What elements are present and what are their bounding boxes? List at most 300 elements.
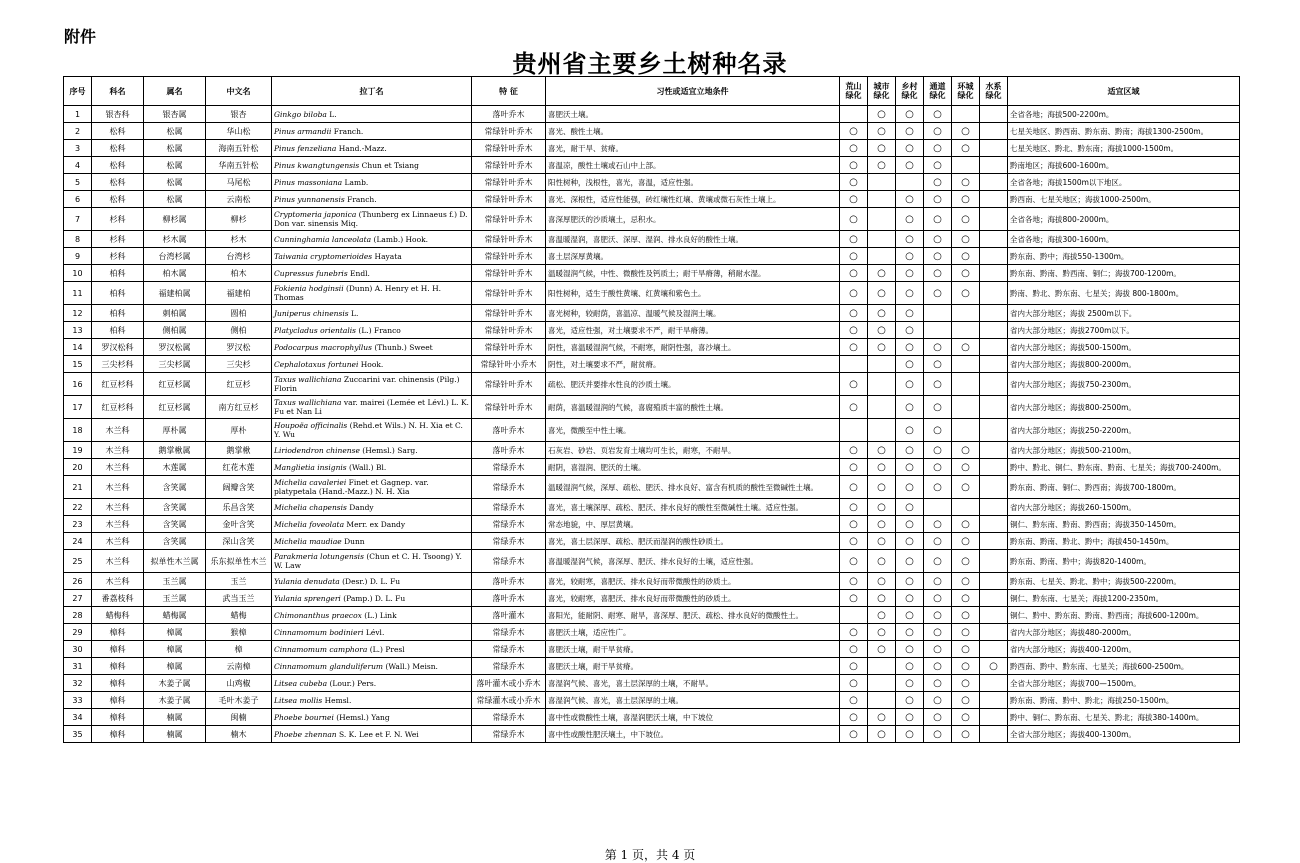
greening-mark-cell (924, 305, 952, 322)
cell-latin-name (272, 322, 472, 339)
table-row (64, 573, 1240, 590)
greening-mark-cell: ○ (924, 373, 952, 396)
greening-mark-cell: ○ (868, 550, 896, 573)
latin-species: Ginkgo biloba (274, 109, 327, 119)
greening-mark-cell (868, 658, 896, 675)
table-row (64, 641, 1240, 658)
header-family: 科名 (92, 77, 144, 106)
table-row (64, 709, 1240, 726)
greening-mark-cell: ○ (924, 442, 952, 459)
table-row (64, 174, 1240, 191)
greening-mark-cell: ○ (896, 322, 924, 339)
table-row (64, 476, 1240, 499)
cell-feature: 常绿针叶乔木 (472, 157, 546, 174)
cell-chinese-name: 红豆杉 (206, 373, 272, 396)
table-row (64, 459, 1240, 476)
greening-mark-cell (980, 476, 1008, 499)
cell-family: 木兰科 (92, 476, 144, 499)
cell-chinese-name: 乐昌含笑 (206, 499, 272, 516)
cell-latin-name (272, 419, 472, 442)
header-water-greening: 水系绿化 (980, 77, 1008, 106)
cell-family: 红豆杉科 (92, 396, 144, 419)
header-city-greening: 城市绿化 (868, 77, 896, 106)
greening-mark-cell: ○ (952, 476, 980, 499)
greening-mark-cell: ○ (924, 709, 952, 726)
cell-no: 31 (64, 658, 92, 675)
cell-region: 省内大部分地区；海拔750-2300m。 (1008, 373, 1240, 396)
cell-genus: 刺柏属 (144, 305, 206, 322)
latin-authority: (Wall.) Meisn. (383, 661, 438, 671)
cell-feature: 落叶乔木 (472, 573, 546, 590)
greening-mark-cell: ○ (896, 140, 924, 157)
cell-feature: 常绿针叶乔木 (472, 265, 546, 282)
cell-latin-name (272, 356, 472, 373)
cell-chinese-name: 毛叶木姜子 (206, 692, 272, 709)
cell-chinese-name: 福建柏 (206, 282, 272, 305)
greening-mark-cell: ○ (952, 174, 980, 191)
latin-species: Juniperus chinensis (274, 308, 349, 318)
greening-mark-cell (924, 499, 952, 516)
greening-mark-cell (980, 675, 1008, 692)
cell-feature: 常绿乔木 (472, 709, 546, 726)
greening-mark-cell: ○ (924, 607, 952, 624)
cell-genus: 松属 (144, 140, 206, 157)
greening-mark-cell (868, 373, 896, 396)
greening-mark-cell: ○ (840, 459, 868, 476)
cell-chinese-name: 武当玉兰 (206, 590, 272, 607)
greening-mark-cell (952, 419, 980, 442)
cell-genus: 含笑属 (144, 476, 206, 499)
cell-habit: 喜中性或微酸性土壤，喜湿润肥沃土壤，中下坡位 (546, 709, 840, 726)
cell-region: 全省大部分地区；海拔400-1300m。 (1008, 726, 1240, 743)
greening-mark-cell: ○ (924, 106, 952, 123)
cell-genus: 厚朴属 (144, 419, 206, 442)
table-row (64, 726, 1240, 743)
greening-mark-cell: ○ (840, 282, 868, 305)
latin-authority: (Dunn) A. Henry et H. H. Thomas (274, 284, 442, 302)
cell-genus: 松属 (144, 157, 206, 174)
greening-mark-cell (980, 550, 1008, 573)
cell-no: 8 (64, 231, 92, 248)
cell-habit: 喜湿润气候、喜光，喜土层深厚的土壤。 (546, 692, 840, 709)
greening-mark-cell: ○ (840, 709, 868, 726)
cell-region: 黔东南、黔南、黔北、黔中；海拔450-1450m。 (1008, 533, 1240, 550)
cell-region: 黔东南、黔南、黔西南、铜仁；海拔700-1200m。 (1008, 265, 1240, 282)
greening-mark-cell: ○ (952, 140, 980, 157)
cell-chinese-name: 厚朴 (206, 419, 272, 442)
cell-chinese-name: 闽楠 (206, 709, 272, 726)
greening-mark-cell: ○ (840, 675, 868, 692)
table-row (64, 106, 1240, 123)
cell-family: 樟科 (92, 692, 144, 709)
cell-chinese-name: 马尾松 (206, 174, 272, 191)
greening-mark-cell: ○ (952, 533, 980, 550)
cell-no: 21 (64, 476, 92, 499)
greening-mark-cell: ○ (952, 442, 980, 459)
cell-genus: 杉木属 (144, 231, 206, 248)
greening-mark-cell: ○ (896, 231, 924, 248)
greening-mark-cell (868, 675, 896, 692)
cell-feature: 常绿乔木 (472, 476, 546, 499)
latin-authority: Hayata (372, 251, 402, 261)
greening-mark-cell: ○ (980, 658, 1008, 675)
cell-feature: 常绿乔木 (472, 658, 546, 675)
greening-mark-cell (980, 265, 1008, 282)
greening-mark-cell: ○ (924, 208, 952, 231)
cell-latin-name (272, 231, 472, 248)
greening-mark-cell: ○ (952, 573, 980, 590)
greening-mark-cell: ○ (868, 624, 896, 641)
cell-habit: 喜温暖湿润气候，喜深厚、肥沃、排水良好的土壤，适应性强。 (546, 550, 840, 573)
cell-no: 30 (64, 641, 92, 658)
table-row (64, 590, 1240, 607)
cell-no: 29 (64, 624, 92, 641)
cell-feature: 常绿针叶乔木 (472, 140, 546, 157)
greening-mark-cell: ○ (868, 123, 896, 140)
greening-mark-cell: ○ (924, 419, 952, 442)
cell-region: 全省大部分地区；海拔700—1500m。 (1008, 675, 1240, 692)
latin-species: Michelia chapensis (274, 502, 347, 512)
cell-no: 28 (64, 607, 92, 624)
latin-species: Cephalotaxus fortunei (274, 359, 359, 369)
cell-region: 黔南、黔北、黔东南、七星关；海拔 800-1800m。 (1008, 282, 1240, 305)
greening-mark-cell: ○ (896, 305, 924, 322)
greening-mark-cell (980, 231, 1008, 248)
greening-mark-cell: ○ (840, 396, 868, 419)
cell-feature: 常绿乔木 (472, 641, 546, 658)
greening-mark-cell: ○ (924, 191, 952, 208)
cell-region: 省内大部分地区；海拔800-2500m。 (1008, 396, 1240, 419)
cell-chinese-name: 云南樟 (206, 658, 272, 675)
greening-mark-cell (980, 499, 1008, 516)
greening-mark-cell: ○ (924, 265, 952, 282)
cell-family: 木兰科 (92, 516, 144, 533)
cell-no: 4 (64, 157, 92, 174)
greening-mark-cell: ○ (868, 322, 896, 339)
greening-mark-cell: ○ (868, 499, 896, 516)
table-row (64, 248, 1240, 265)
greening-mark-cell: ○ (840, 248, 868, 265)
cell-latin-name (272, 675, 472, 692)
table-row (64, 550, 1240, 573)
cell-feature: 常绿针叶乔木 (472, 322, 546, 339)
greening-mark-cell: ○ (952, 516, 980, 533)
cell-no: 10 (64, 265, 92, 282)
greening-mark-cell: ○ (924, 641, 952, 658)
cell-no: 3 (64, 140, 92, 157)
cell-habit: 喜肥沃土壤，耐干旱贫瘠。 (546, 641, 840, 658)
cell-region: 黔西南、七星关地区；海拔1000-2500m。 (1008, 191, 1240, 208)
cell-chinese-name: 乐东拟单性木兰 (206, 550, 272, 573)
latin-authority: Zuccarini var. chinensis (Pilg.) Florin (274, 375, 460, 393)
cell-habit: 喜温暖湿润，喜肥沃、深厚、湿润、排水良好的酸性土壤。 (546, 231, 840, 248)
latin-authority: (Desr.) D. L. Fu (339, 576, 401, 586)
greening-mark-cell: ○ (952, 282, 980, 305)
greening-mark-cell: ○ (896, 356, 924, 373)
greening-mark-cell (980, 419, 1008, 442)
greening-mark-cell: ○ (924, 476, 952, 499)
greening-mark-cell: ○ (840, 573, 868, 590)
greening-mark-cell: ○ (896, 373, 924, 396)
greening-mark-cell: ○ (840, 123, 868, 140)
cell-habit: 喜光、酸性土壤。 (546, 123, 840, 140)
cell-region: 省内大部分地区；海拔480-2000m。 (1008, 624, 1240, 641)
greening-mark-cell: ○ (840, 658, 868, 675)
greening-mark-cell (868, 396, 896, 419)
greening-mark-cell: ○ (924, 157, 952, 174)
cell-chinese-name: 蜡梅 (206, 607, 272, 624)
latin-species: Taxus wallichiana (274, 398, 342, 407)
table-row (64, 692, 1240, 709)
table-row (64, 373, 1240, 396)
latin-authority: (Thunberg ex Linnaeus f.) D. Don var. sinensis Miq. (274, 210, 468, 228)
latin-species: Yulania sprengeri (274, 593, 341, 603)
greening-mark-cell: ○ (896, 459, 924, 476)
greening-mark-cell: ○ (924, 282, 952, 305)
cell-feature: 常绿针叶乔木 (472, 231, 546, 248)
cell-region: 黔东南、黔中；海拔550-1300m。 (1008, 248, 1240, 265)
latin-species: Pinus massoniana (274, 177, 343, 187)
greening-mark-cell: ○ (952, 709, 980, 726)
latin-species: Pinus fenzeliana (274, 143, 337, 153)
table-row (64, 658, 1240, 675)
cell-latin-name (272, 191, 472, 208)
greening-mark-cell: ○ (868, 533, 896, 550)
cell-feature: 常绿灌木或小乔木 (472, 692, 546, 709)
cell-habit: 阳性树种，浅根性，喜光，喜温，适应性强。 (546, 174, 840, 191)
greening-mark-cell: ○ (924, 339, 952, 356)
cell-no: 12 (64, 305, 92, 322)
greening-mark-cell: ○ (896, 641, 924, 658)
cell-genus: 含笑属 (144, 533, 206, 550)
greening-mark-cell (980, 373, 1008, 396)
cell-genus: 含笑属 (144, 516, 206, 533)
greening-mark-cell: ○ (924, 231, 952, 248)
latin-authority: S. K. Lee et F. N. Wei (336, 729, 419, 739)
cell-latin-name (272, 476, 472, 499)
cell-family: 木兰科 (92, 419, 144, 442)
cell-genus: 红豆杉属 (144, 396, 206, 419)
cell-no: 25 (64, 550, 92, 573)
cell-feature: 常绿针叶乔木 (472, 123, 546, 140)
latin-species: Cinnamomum camphora (274, 644, 368, 654)
cell-chinese-name: 楠木 (206, 726, 272, 743)
cell-region: 七星关地区、黔北、黔东南；海拔1000-1500m。 (1008, 140, 1240, 157)
greening-mark-cell: ○ (924, 550, 952, 573)
header-chinese-name: 中文名 (206, 77, 272, 106)
cell-genus: 玉兰属 (144, 573, 206, 590)
latin-authority: Hemsl. (322, 695, 352, 705)
cell-feature: 常绿针叶乔木 (472, 339, 546, 356)
greening-mark-cell (980, 573, 1008, 590)
greening-mark-cell: ○ (924, 675, 952, 692)
latin-species: Michelia foveolata (274, 519, 345, 529)
greening-mark-cell (980, 191, 1008, 208)
cell-genus: 木姜子属 (144, 692, 206, 709)
cell-latin-name (272, 106, 472, 123)
cell-family: 木兰科 (92, 573, 144, 590)
latin-species: Pinus kwangtungensis (274, 160, 360, 170)
latin-species: Cunninghamia lanceolata (274, 234, 372, 244)
cell-genus: 柳杉属 (144, 208, 206, 231)
cell-no: 16 (64, 373, 92, 396)
greening-mark-cell: ○ (868, 607, 896, 624)
greening-mark-cell (952, 396, 980, 419)
cell-chinese-name: 海南五针松 (206, 140, 272, 157)
greening-mark-cell: ○ (952, 550, 980, 573)
cell-region: 黔中、黔北、铜仁、黔东南、黔南、七星关；海拔700-2400m。 (1008, 459, 1240, 476)
table-row (64, 533, 1240, 550)
greening-mark-cell: ○ (924, 726, 952, 743)
cell-latin-name (272, 692, 472, 709)
cell-region: 铜仁、黔东南、黔南、黔西南；海拔350-1450m。 (1008, 516, 1240, 533)
cell-chinese-name: 侧柏 (206, 322, 272, 339)
greening-mark-cell (980, 607, 1008, 624)
greening-mark-cell (868, 692, 896, 709)
cell-genus: 侧柏属 (144, 322, 206, 339)
greening-mark-cell: ○ (840, 726, 868, 743)
latin-authority: (Lamb.) Hook. (371, 234, 429, 244)
cell-family: 木兰科 (92, 459, 144, 476)
cell-no: 35 (64, 726, 92, 743)
cell-region: 省内大部分地区；海拔260-1500m。 (1008, 499, 1240, 516)
cell-feature: 常绿针叶乔木 (472, 208, 546, 231)
greening-mark-cell (840, 607, 868, 624)
greening-mark-cell: ○ (868, 140, 896, 157)
table-row (64, 305, 1240, 322)
cell-chinese-name: 玉兰 (206, 573, 272, 590)
greening-mark-cell (980, 305, 1008, 322)
cell-region: 全省各地；海拔800-2000m。 (1008, 208, 1240, 231)
greening-mark-cell (952, 305, 980, 322)
cell-feature: 常绿乔木 (472, 516, 546, 533)
greening-mark-cell (980, 174, 1008, 191)
cell-habit: 阴性，喜温暖湿润气候，不耐寒，耐阴性强，喜沙壤土。 (546, 339, 840, 356)
greening-mark-cell: ○ (840, 624, 868, 641)
cell-genus: 红豆杉属 (144, 373, 206, 396)
latin-authority: Hand.-Mazz. (336, 143, 387, 153)
cell-feature: 常绿针叶乔木 (472, 174, 546, 191)
cell-latin-name (272, 624, 472, 641)
cell-region: 黔东南、黔南、铜仁、黔西南；海拔700-1800m。 (1008, 476, 1240, 499)
cell-chinese-name: 山鸡椒 (206, 675, 272, 692)
cell-genus: 樟属 (144, 658, 206, 675)
greening-mark-cell (980, 709, 1008, 726)
cell-chinese-name: 柏木 (206, 265, 272, 282)
cell-region: 省内大部分地区；海拔500-2100m。 (1008, 442, 1240, 459)
cell-region: 黔南地区；海拔600-1600m。 (1008, 157, 1240, 174)
latin-authority: (L.) Presl (367, 644, 405, 654)
cell-no: 13 (64, 322, 92, 339)
greening-mark-cell: ○ (868, 516, 896, 533)
cell-chinese-name: 樟 (206, 641, 272, 658)
greening-mark-cell (980, 396, 1008, 419)
cell-genus: 松属 (144, 174, 206, 191)
latin-species: Pinus armandii (274, 126, 332, 136)
greening-mark-cell: ○ (952, 191, 980, 208)
greening-mark-cell (952, 106, 980, 123)
latin-species: Chimonanthus praecox (274, 610, 362, 620)
greening-mark-cell (980, 208, 1008, 231)
cell-genus: 松属 (144, 191, 206, 208)
greening-mark-cell (980, 726, 1008, 743)
cell-region: 省内大部分地区；海拔800-2000m。 (1008, 356, 1240, 373)
greening-mark-cell: ○ (952, 590, 980, 607)
greening-mark-cell (980, 516, 1008, 533)
latin-species: Phoebe bournei (274, 712, 334, 722)
cell-latin-name (272, 590, 472, 607)
cell-region: 七星关地区、黔西南、黔东南、黔南；海拔1300-2500m。 (1008, 123, 1240, 140)
latin-authority: (Wall.) Bl. (346, 462, 387, 472)
greening-mark-cell (980, 157, 1008, 174)
cell-region: 省内大部分地区；海拔500-1500m。 (1008, 339, 1240, 356)
greening-mark-cell: ○ (924, 692, 952, 709)
cell-habit: 喜光，微酸至中性土壤。 (546, 419, 840, 442)
cell-genus: 玉兰属 (144, 590, 206, 607)
latin-authority: (Chun et C. H. Tsoong) Y. W. Law (274, 552, 462, 570)
cell-habit: 喜光，耐干旱、贫瘠。 (546, 140, 840, 157)
cell-region: 全省各地；海拔500-2200m。 (1008, 106, 1240, 123)
greening-mark-cell: ○ (840, 550, 868, 573)
cell-genus: 木姜子属 (144, 675, 206, 692)
cell-feature: 常绿针叶乔木 (472, 191, 546, 208)
header-village-greening: 乡村绿化 (896, 77, 924, 106)
greening-mark-cell: ○ (896, 208, 924, 231)
greening-mark-cell: ○ (924, 624, 952, 641)
page-footer: 第 1 页，共 4 页 (604, 848, 696, 862)
greening-mark-cell: ○ (952, 123, 980, 140)
greening-mark-cell (980, 641, 1008, 658)
latin-authority: L. (326, 109, 337, 119)
cell-latin-name (272, 516, 472, 533)
latin-authority: Franch. (331, 126, 364, 136)
greening-mark-cell: ○ (840, 174, 868, 191)
cell-latin-name (272, 305, 472, 322)
cell-no: 26 (64, 573, 92, 590)
cell-habit: 喜温凉，酸性土壤或石山中上部。 (546, 157, 840, 174)
cell-region: 全省各地；海拔300-1600m。 (1008, 231, 1240, 248)
cell-chinese-name: 台湾杉 (206, 248, 272, 265)
greening-mark-cell: ○ (868, 106, 896, 123)
cell-genus: 拟单性木兰属 (144, 550, 206, 573)
cell-habit: 喜光，适应性强，对土壤要求不严，耐干旱瘠薄。 (546, 322, 840, 339)
cell-latin-name (272, 641, 472, 658)
latin-authority: (Hemsl.) Yang (333, 712, 390, 722)
cell-genus: 楠属 (144, 726, 206, 743)
latin-species: Michelia cavaleriei (274, 478, 347, 487)
greening-mark-cell: ○ (952, 248, 980, 265)
latin-authority: (Thunb.) Sweet (371, 342, 433, 352)
greening-mark-cell (980, 123, 1008, 140)
cell-latin-name (272, 607, 472, 624)
cell-region: 全省各地；海拔1500m以下地区。 (1008, 174, 1240, 191)
header-habit: 习性或适宜立地条件 (546, 77, 840, 106)
cell-chinese-name: 深山含笑 (206, 533, 272, 550)
greening-mark-cell: ○ (952, 607, 980, 624)
cell-feature: 常绿乔木 (472, 533, 546, 550)
cell-chinese-name: 柳杉 (206, 208, 272, 231)
latin-authority: (Hemsl.) Sarg. (359, 445, 418, 455)
greening-mark-cell: ○ (924, 533, 952, 550)
greening-mark-cell (924, 322, 952, 339)
cell-chinese-name: 红花木莲 (206, 459, 272, 476)
cell-no: 24 (64, 533, 92, 550)
header-genus: 属名 (144, 77, 206, 106)
cell-feature: 常绿乔木 (472, 726, 546, 743)
cell-latin-name (272, 533, 472, 550)
greening-mark-cell: ○ (896, 282, 924, 305)
page-title: 贵州省主要乡土树种名录 (512, 49, 788, 78)
